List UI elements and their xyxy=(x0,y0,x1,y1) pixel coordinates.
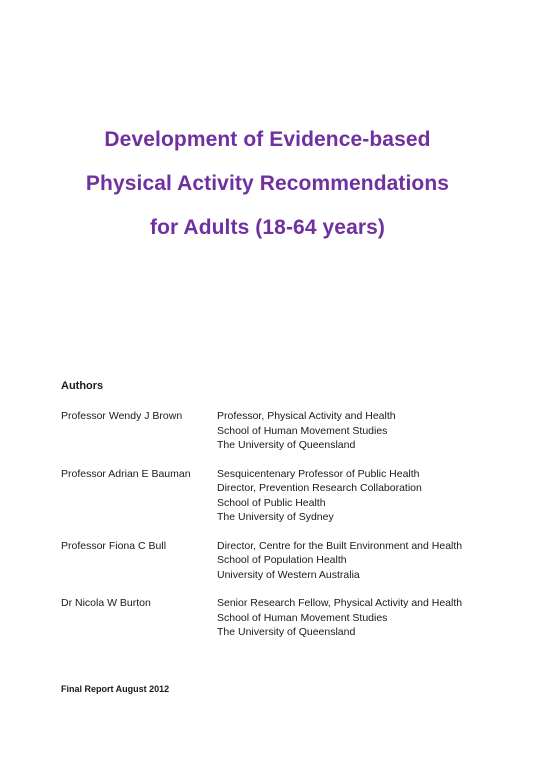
author-row xyxy=(61,409,501,453)
author-name: Professor Wendy J Brown xyxy=(61,410,183,422)
author-row xyxy=(61,596,501,640)
author-name: Professor Adrian E Bauman xyxy=(61,467,191,480)
affiliation-line: Sesquicentenary Professor of Public Health xyxy=(217,467,420,480)
title-line-2: Physical Activity Recommendations xyxy=(85,172,450,195)
author-row xyxy=(61,467,501,525)
affiliation-line: School of Population Health xyxy=(217,554,347,566)
affiliation-line: Director, Centre for the Built Environment and Health xyxy=(217,539,463,552)
authors-heading: Authors xyxy=(61,380,104,392)
author-affiliation xyxy=(217,539,501,583)
affiliation-line: School of Public Health xyxy=(217,496,326,509)
author-affiliation xyxy=(217,467,501,525)
affiliation-line: School of Human Movement Studies xyxy=(217,424,388,437)
author-affiliation xyxy=(217,409,501,453)
affiliation-line: Director, Prevention Research Collaboration xyxy=(217,482,422,494)
author-name: Dr Nicola W Burton xyxy=(61,597,151,609)
title-line-1: Development of Evidence-based xyxy=(104,128,431,151)
author-affiliation xyxy=(217,596,501,640)
title-line-3: for Adults (18-64 years) xyxy=(149,216,386,239)
author-row xyxy=(61,539,501,583)
affiliation-line: The University of Queensland xyxy=(217,439,356,451)
affiliation-line: University of Western Australia xyxy=(217,568,360,581)
affiliation-line: The University of Queensland xyxy=(217,626,356,638)
document-title xyxy=(0,118,535,250)
affiliation-line: Professor, Physical Activity and Health xyxy=(217,410,396,422)
affiliation-line: School of Human Movement Studies xyxy=(217,611,388,624)
authors-list xyxy=(61,409,501,654)
affiliation-line: Senior Research Fellow, Physical Activity and Health xyxy=(217,597,463,609)
author-name: Professor Fiona C Bull xyxy=(61,539,167,552)
report-date-note: Final Report August 2012 xyxy=(61,684,170,694)
affiliation-line: The University of Sydney xyxy=(217,511,334,523)
